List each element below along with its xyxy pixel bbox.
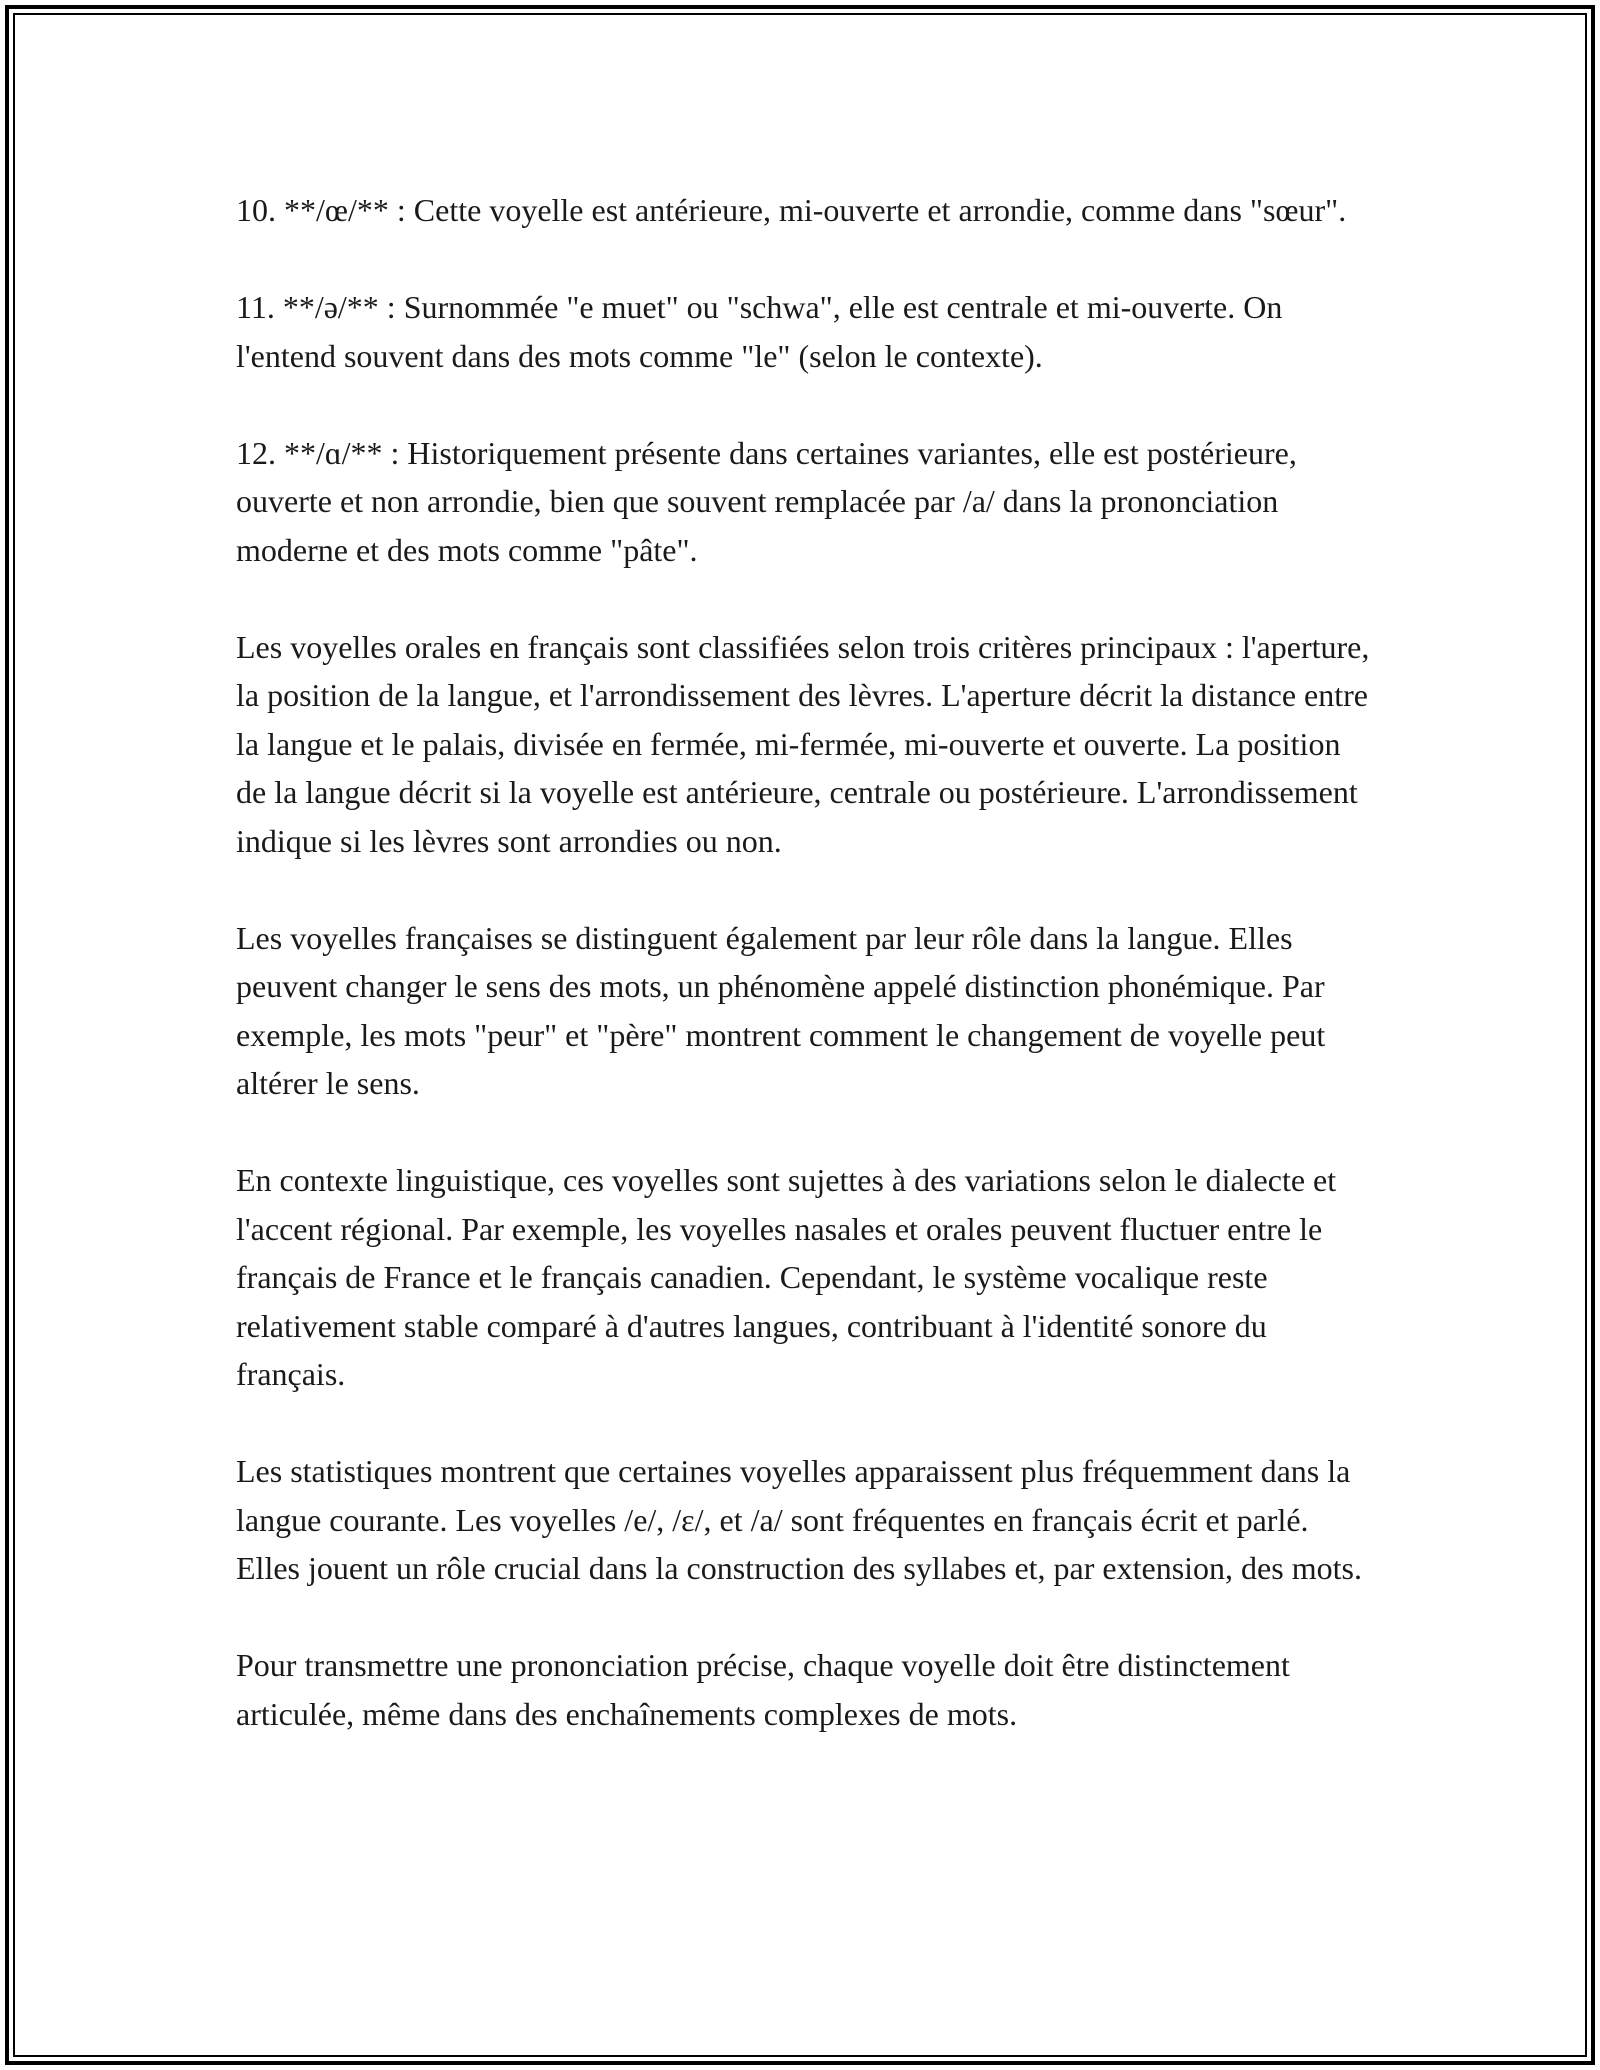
- paragraph-phonemic-distinction: Les voyelles françaises se distinguent également par leur rôle dans la langue. Elles peuvent changer le sens des mots, un phénomène appelé distinction phonémique. Par exemple, les mots "peur" et "père" montrent comment le changement de voyelle peut altérer le sens.: [236, 919, 1326, 1101]
- paragraph-vowel-oe: 10. **/œ/** : Cette voyelle est antérieure, mi-ouverte et arrondie, comme dans "sœur".: [236, 192, 1347, 228]
- paragraph-regional-variation: En contexte linguistique, ces voyelles sont sujettes à des variations selon le dialecte et l'accent régional. Par exemple, les voyelles nasales et orales peuvent fluctuer entre le français de France et le français canadien. Cependant, le système vocalique reste relativement stable comparé à d'autres langues, contribuant à l'identité sonore du français.: [236, 1162, 1337, 1392]
- paragraph-vowel-schwa: 11. **/ə/** : Surnommée "e muet" ou "schwa", elle est centrale et mi-ouverte. On l'entend souvent dans des mots comme "le" (selon le contexte).: [236, 289, 1283, 374]
- paragraph-frequency-statistics: Les statistiques montrent que certaines voyelles apparaissent plus fréquemment dans la langue courante. Les voyelles /e/, /ɛ/, et /a/ sont fréquentes en français écrit et parlé. Elles jouent un rôle crucial dans la construction des syllabes et, par extension, des mots.: [236, 1453, 1362, 1586]
- paragraph-oral-vowels-classification: Les voyelles orales en français sont classifiées selon trois critères principaux : l'aperture, la position de la langue, et l'arrondissement des lèvres. L'aperture décrit la distance entre la langue et le palais, divisée en fermée, mi-fermée, mi-ouverte et ouverte. La position de la langue décrit si la voyelle est antérieure, centrale ou postérieure. L'arrondissement indique si les lèvres sont arrondies ou non.: [236, 628, 1370, 859]
- paragraph-vowel-back-a: 12. **/ɑ/** : Historiquement présente dans certaines variantes, elle est postérieure, ouverte et non arrondie, bien que souvent remplacée par /a/ dans la prononciation moderne et des mots comme "pâte".: [236, 434, 1297, 568]
- paragraph-pronunciation: Pour transmettre une prononciation précise, chaque voyelle doit être distinctement articulée, même dans des enchaînements complexes de mots.: [236, 1647, 1290, 1732]
- document-body: [236, 186, 1376, 1738]
